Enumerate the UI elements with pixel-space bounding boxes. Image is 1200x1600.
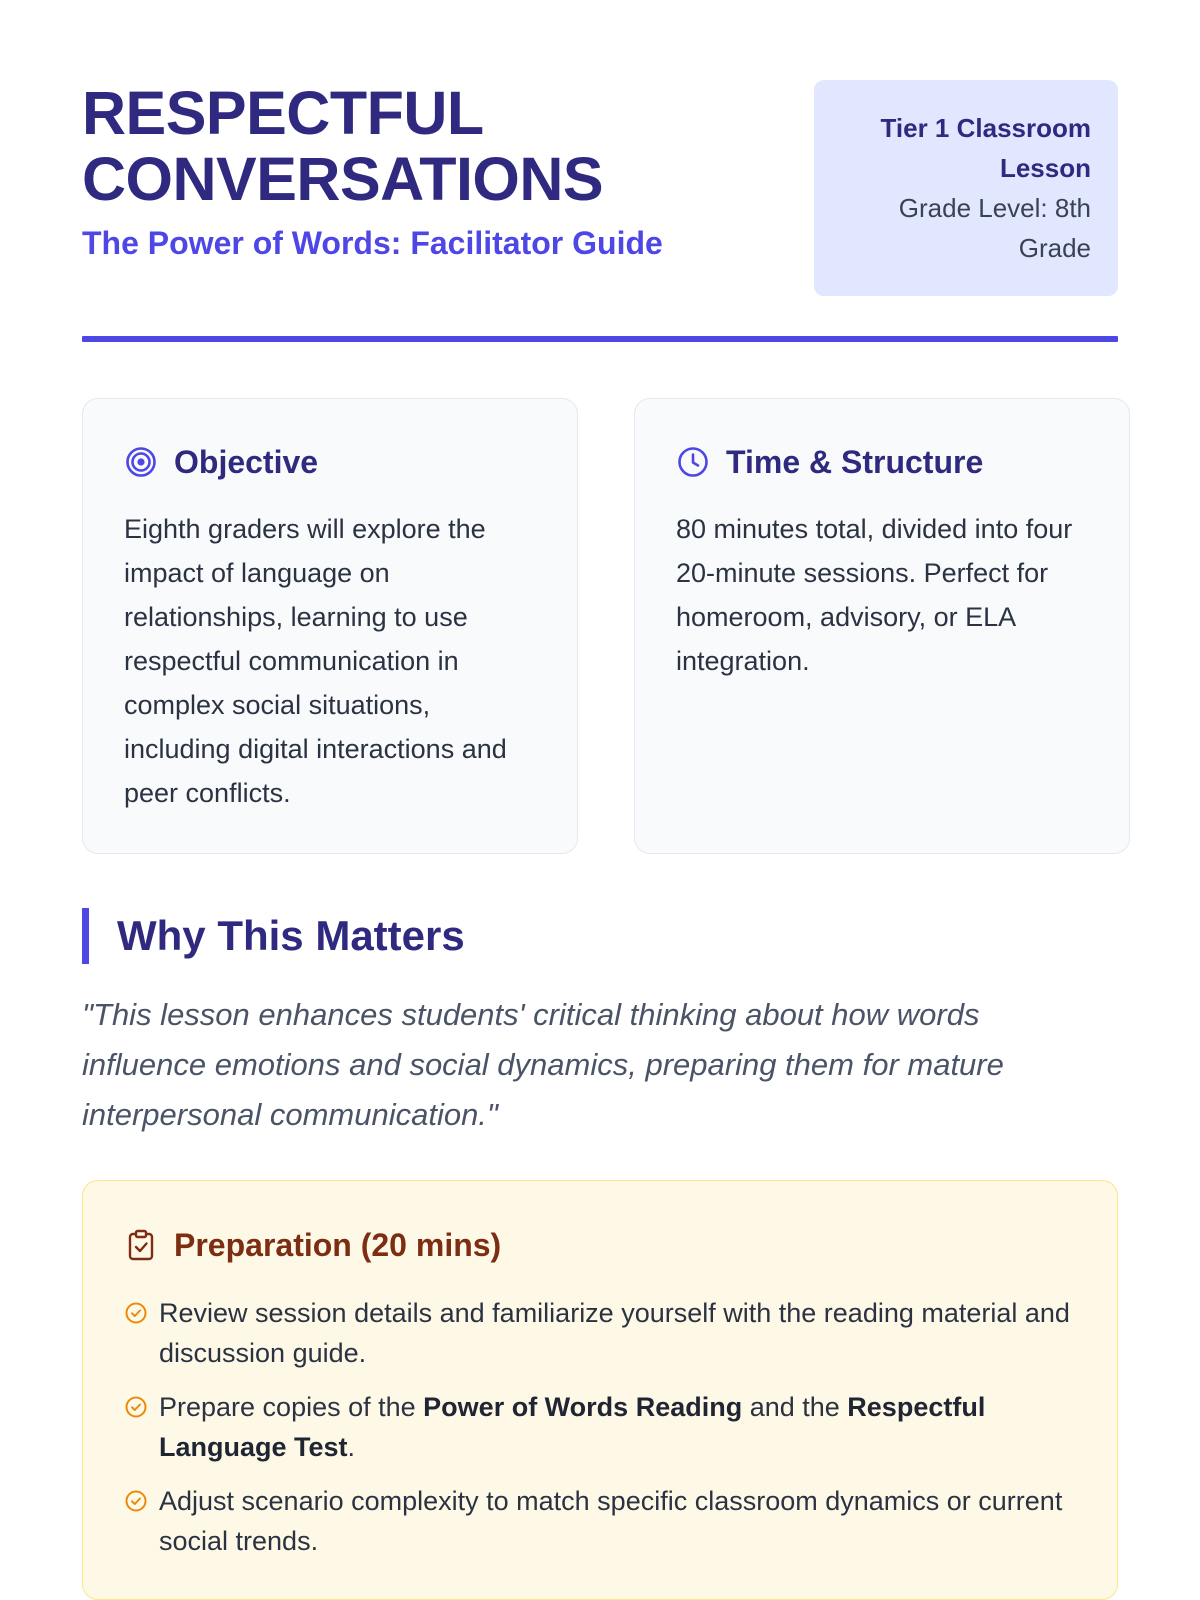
page-title bbox=[82, 80, 722, 212]
objective-heading bbox=[124, 443, 537, 481]
preparation-item-suffix: . bbox=[347, 1432, 356, 1462]
objective-card bbox=[82, 398, 578, 854]
check-circle-icon bbox=[124, 1395, 148, 1419]
preparation-heading bbox=[124, 1225, 1077, 1265]
check-circle-icon bbox=[124, 1489, 148, 1513]
preparation-box bbox=[82, 1180, 1118, 1600]
objective-title: Objective bbox=[174, 443, 319, 480]
time-structure-text: 80 minutes total, divided into four 20-minute sessions. Perfect for homeroom, advisory, or ELA integration. bbox=[676, 514, 1073, 676]
header-divider bbox=[82, 336, 1118, 342]
why-this-matters-quote: "This lesson enhances students' critical thinking about how words influence emotions and social dynamics, preparing them for mature interpersonal communication." bbox=[82, 997, 1004, 1132]
preparation-item-prefix: Prepare copies of the bbox=[159, 1392, 424, 1422]
title-line-1: RESPECTFUL bbox=[82, 79, 484, 147]
clipboard-check-icon bbox=[124, 1228, 158, 1262]
lesson-info-badge bbox=[814, 80, 1118, 296]
list-item bbox=[124, 1481, 1077, 1561]
why-this-matters-heading: Why This Matters bbox=[82, 908, 465, 964]
title-line-2: CONVERSATIONS bbox=[82, 145, 604, 213]
preparation-item-text: Adjust scenario complexity to match specific classroom dynamics or current social trends. bbox=[159, 1486, 1063, 1556]
header bbox=[82, 80, 1118, 296]
preparation-item-text: Review session details and familiarize yourself with the reading material and discussion guide. bbox=[159, 1298, 1070, 1368]
objective-text: Eighth graders will explore the impact of language on relationships, learning to use respectful communication in complex social situations, including digital interactions and peer conflicts. bbox=[124, 514, 507, 808]
list-item bbox=[124, 1387, 1077, 1467]
preparation-list bbox=[124, 1293, 1077, 1561]
check-circle-icon bbox=[124, 1301, 148, 1325]
preparation-item-text bbox=[159, 1387, 1077, 1467]
reading-material-name: Power of Words Reading bbox=[423, 1392, 743, 1422]
time-structure-heading bbox=[676, 443, 1089, 481]
preparation-title: Preparation (20 mins) bbox=[174, 1226, 502, 1263]
time-structure-card bbox=[634, 398, 1130, 854]
page-subtitle: The Power of Words: Facilitator Guide bbox=[82, 225, 663, 261]
test-material-name: Respectful Language Test bbox=[159, 1392, 986, 1462]
tier-label: Tier 1 Classroom Lesson bbox=[880, 113, 1091, 183]
time-structure-title: Time & Structure bbox=[726, 443, 984, 480]
grade-label: Grade Level: 8th Grade bbox=[898, 193, 1091, 263]
preparation-item-middle: and the bbox=[742, 1392, 848, 1422]
clock-icon bbox=[676, 445, 710, 479]
list-item bbox=[124, 1293, 1077, 1373]
target-icon bbox=[124, 445, 158, 479]
